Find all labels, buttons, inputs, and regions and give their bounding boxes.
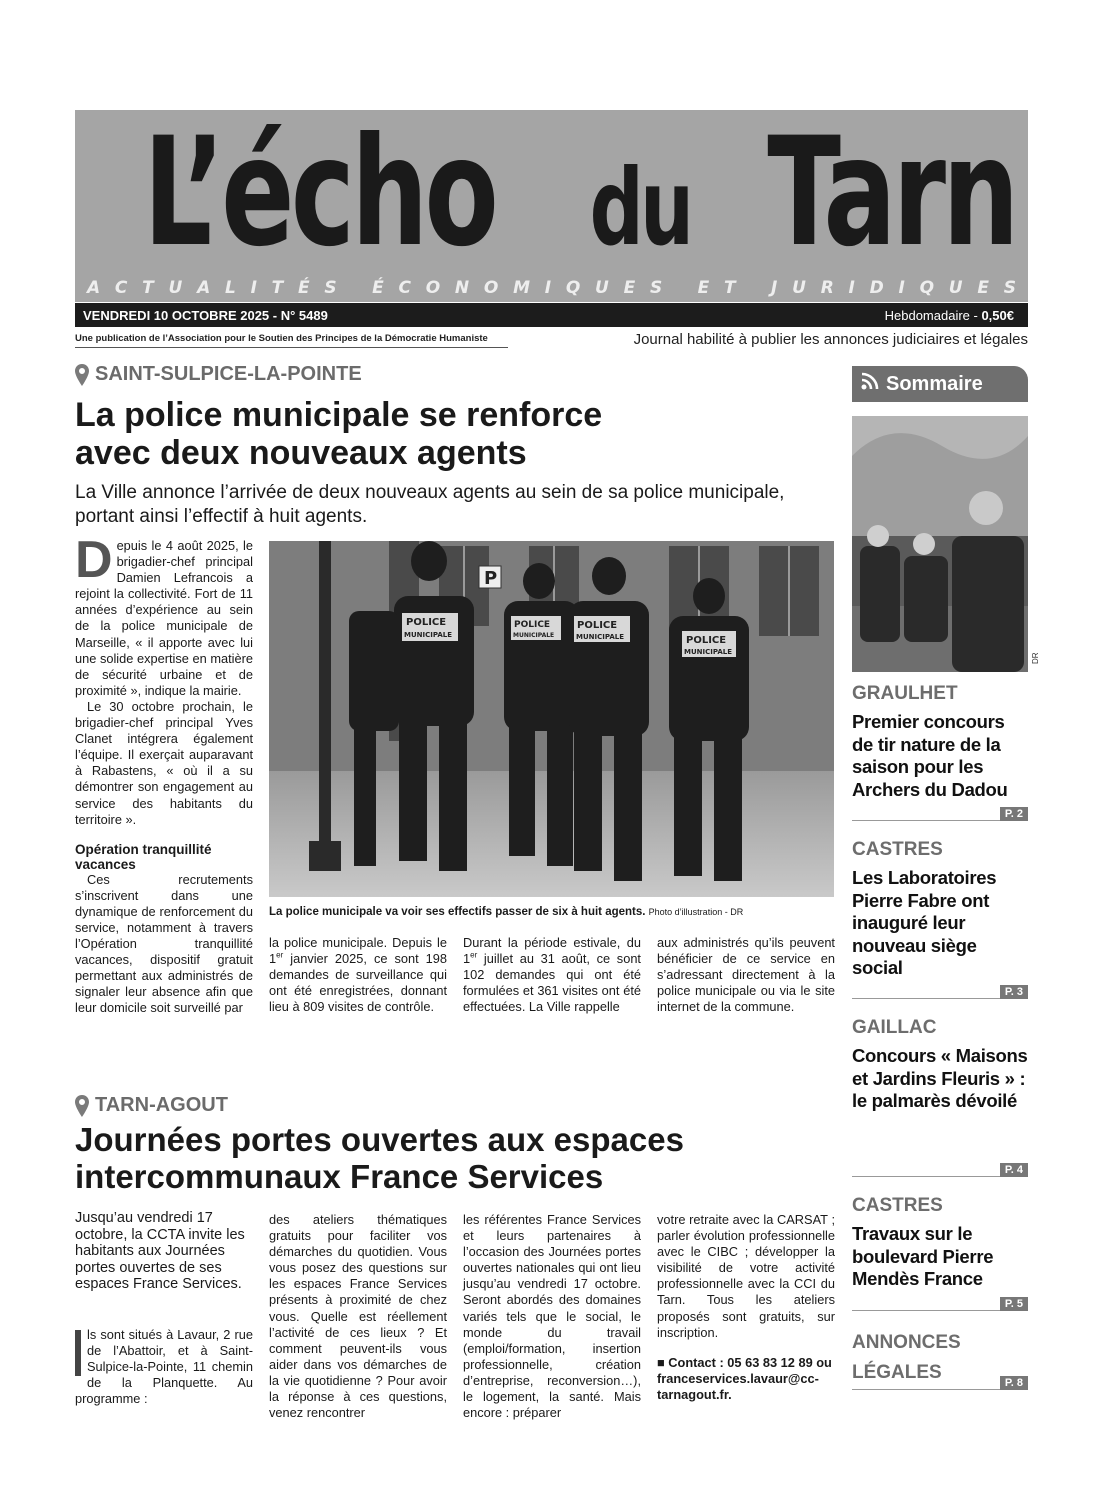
parking-sign: P [484, 568, 498, 589]
subtitle-letter: J [771, 278, 778, 298]
sidebar-item-castres-2[interactable] [852, 1195, 1028, 1291]
page-reference[interactable]: P. 4 [1000, 1163, 1028, 1177]
subtitle-letter: E [697, 278, 710, 298]
subtitle-letter [351, 278, 357, 298]
police-photo [269, 541, 834, 897]
subtitle-letter: A [87, 278, 101, 298]
article2-column-4 [657, 1212, 835, 1403]
subtitle-letter: D [869, 278, 884, 298]
subtitle-letter: É [372, 278, 384, 298]
sidebar-item-town: CASTRES [852, 839, 943, 860]
sidebar-item-title: Les Laboratoires Pierre Fabre ont inauguré leur nouveau siège social [852, 867, 997, 978]
sidebar-item-castres-1[interactable] [852, 839, 1028, 980]
article1-column-4 [657, 935, 835, 1015]
subtitle-letter: Q [919, 278, 935, 298]
subtitle-letter: O [425, 278, 441, 298]
page-reference[interactable]: P. 2 [1000, 807, 1028, 821]
sidebar-divider [852, 1297, 1028, 1311]
article1-col2-a: la police municipale. Depuis le 1 [269, 935, 447, 967]
article2-col4: votre retraite avec la CARSAT ; parler évolution professionnelle avec le CIBC ; développer la visibilité de votre activité professionnelle avec la CCI du Tarn. Tous les ateliers proposés sont gratuits, sur inscription. [657, 1212, 835, 1340]
subtitle-letter: Q [565, 278, 581, 298]
article1-column-2 [269, 935, 447, 1015]
sommaire-header[interactable] [852, 366, 1028, 402]
rss-icon [860, 371, 880, 397]
subtitle-letter: T [142, 278, 154, 298]
subtitle-letter: L [225, 278, 236, 298]
logo-title-du: du [589, 147, 690, 269]
subtitle-letter: O [483, 278, 499, 298]
subtitle-letter: I [848, 278, 855, 298]
article1-col3-sup: er [470, 950, 478, 960]
subtitle-letter: R [820, 278, 834, 298]
article1-column-3 [463, 935, 641, 1015]
article1-col3-a: Durant la période estivale, du 1 [463, 935, 641, 967]
location-pin-icon [75, 1095, 89, 1117]
newspaper-logo [75, 106, 1028, 280]
sidebar-item-town: CASTRES [852, 1195, 943, 1216]
sidebar-item-town: GRAULHET [852, 683, 958, 704]
sommaire-label: Sommaire [886, 372, 983, 395]
sidebar-divider [852, 1376, 1028, 1390]
article1-col2-sup: er [276, 950, 284, 960]
article2-paragraph-1: ls sont situés à Lavaur, 2 rue de l’Abattoir, et à Saint-Sulpice-la-Pointe, 11 chemin de la Planquette. Au programme : [75, 1327, 253, 1407]
price-info [885, 308, 1014, 323]
article2-contact[interactable]: ■ Contact : 05 63 83 12 89 ou franceservices.lavaur@cc-tarnagout.fr. [657, 1354, 832, 1402]
article1-headline [75, 396, 602, 473]
article2-column-1 [75, 1327, 253, 1407]
badge-municipale-4: MUNICIPALE [684, 648, 733, 656]
sidebar-divider [852, 807, 1028, 821]
article1-col3-b: juillet au 31 août, ce sont 102 demandes qui ont été formulées et 361 visites ont été effectuées. La Ville rappelle [463, 951, 641, 1015]
page-reference[interactable]: P. 8 [1000, 1376, 1028, 1390]
article1-paragraph-2: Le 30 octobre prochain, le brigadier-chef principal Yves Clanet intégrera également l’équipe. Il exerçait auparavant à Rabastens, « où il a su démontrer son engagement au service des habitants du territoire ». [75, 698, 253, 827]
date-bar [75, 303, 1028, 327]
subtitle-letter [750, 278, 756, 298]
sidebar-divider [852, 1163, 1028, 1177]
logo-title-tarn: Tarn [767, 106, 1017, 280]
subtitle-letter: A [197, 278, 211, 298]
subtitle-letter: C [114, 278, 128, 298]
article1-subhead: Opération tranquillité vacances [75, 841, 212, 872]
article1-dropcap: D [75, 531, 113, 589]
location-pin-icon [75, 364, 89, 386]
article2-headline [75, 1121, 684, 1196]
article1-kicker [75, 363, 362, 386]
article2-kicker-text: TARN-AGOUT [95, 1094, 228, 1116]
badge-municipale-1: MUNICIPALE [404, 631, 453, 639]
article1-headline-line1: La police municipale se renforce [75, 396, 603, 434]
article1-column-1 [75, 531, 253, 1017]
article1-paragraph-3: Ces recrutements s’inscrivent dans une dynamique de renforcement du service, notamment à travers l’Opération tranquillité vacances, dispositif gratuit permettant aux administrés de signaler leur absence afin que leur domicile soit surveillé par [75, 871, 253, 1016]
annonces-line2: LÉGALES [852, 1362, 942, 1383]
article1-paragraph-1: epuis le 4 août 2025, le brigadier-chef principal Damien Lefrancois a rejoint la collectivité. Fort de 11 années d’expérience au sein de la police municipale de Marseille, « il apporte avec lui une solide expertise en matière de sécurité urbaine et de proximité », indique la mairie. [75, 538, 253, 698]
sidebar-item-graulhet[interactable] [852, 683, 1028, 801]
subtitle-letter: E [977, 278, 989, 298]
sidebar-item-town: GAILLAC [852, 1017, 937, 1038]
subtitle-letter: T [724, 278, 736, 298]
sidebar-divider [852, 985, 1028, 999]
article1-kicker-text: SAINT-SULPICE-LA-POINTE [95, 363, 362, 385]
article1-headline-line2: avec deux nouveaux agents [75, 434, 527, 473]
subtitle-letter: C [398, 278, 411, 298]
subtitle-letter: M [513, 278, 530, 298]
article2-chapo: Jusqu’au vendredi 17 octobre, la CCTA invite les habitants aux Journées portes ouvertes de ses espaces France Services. [75, 1210, 245, 1292]
annonces-line1: ANNONCES [852, 1332, 961, 1353]
sidebar-item-gaillac[interactable] [852, 1017, 1028, 1113]
masthead [75, 106, 1028, 302]
article1-deck-line2: portant ainsi l’effectif à huit agents. [75, 506, 368, 528]
subtitle-letter: U [595, 278, 609, 298]
subtitle-letter: I [898, 278, 905, 298]
badge-municipale-2: MUNICIPALE [513, 632, 555, 639]
article2-headline-line1: Journées portes ouvertes aux espaces [75, 1121, 684, 1158]
subtitle-letter: S [1003, 278, 1016, 298]
subtitle-letter: I [544, 278, 552, 298]
article2-column-2 [269, 1212, 447, 1421]
article1-col2-b: janvier 2025, ce sont 198 demandes de surveillance qui ont été enregistrées, donnant lieu à 809 visites de contrôle. [269, 951, 447, 1015]
badge-police-3: POLICE [577, 620, 618, 631]
sidebar-item-title: Travaux sur le boulevard Pierre Mendès France [852, 1223, 994, 1289]
badge-police-4: POLICE [686, 635, 727, 646]
page-reference[interactable]: P. 5 [1000, 1297, 1028, 1311]
sidebar-photo [852, 416, 1028, 672]
subtitle-letter: I [250, 278, 257, 298]
article1-deck [75, 481, 784, 529]
article2-col2: des ateliers thématiques gratuits pour faciliter vos démarches du quotidien. Vous vous posez des questions sur les espaces France Services présents à proximité de chez vous. Quelle est réellement l’activité de ces lieux ? Et comment peuvent-ils vous aider dans vos démarches de la vie quotidienne ? Pour avoir la réponse à ces questions, venez rencontrer [269, 1212, 447, 1421]
article2-headline-line2: intercommunaux France Services [75, 1158, 604, 1196]
subtitle-letter: É [298, 278, 310, 298]
article2-col3: les référentes France Services et leurs partenaires à l’occasion des Journées portes ouvertes nationales qui ont lieu jusqu’au vendredi 17 octobre. Seront abordés des domaines variés tels que le social, le monde du travail (emploi/formation, insertion professionnelle, création d’entreprise, reconversion…), le logement, la santé. Mais encore : préparer [463, 1212, 641, 1421]
caption-credit: Photo d’illustration - DR [648, 907, 744, 917]
page-reference[interactable]: P. 3 [1000, 985, 1028, 999]
subtitle-letter: S [324, 278, 337, 298]
sidebar-item-title: Concours « Maisons et Jardins Fleuris » : le palmarès dévoilé [852, 1045, 1028, 1111]
article2-column-3 [463, 1212, 641, 1421]
subtitle-letter [677, 278, 683, 298]
publisher-line: Une publication de l’Association pour le Soutien des Principes de la Démocratie Humaniste [75, 333, 508, 348]
badge-police-2: POLICE [514, 620, 551, 630]
subtitle-letter: U [168, 278, 183, 298]
caption-text: La police municipale va voir ses effectifs passer de six à huit agents. [269, 906, 646, 918]
subtitle-letter: N [454, 278, 470, 298]
subtitle-letter: U [792, 278, 806, 298]
photo-caption [269, 906, 743, 918]
price: 0,50€ [981, 307, 1014, 323]
logo-title-main: L’écho [143, 106, 496, 280]
article2-kicker [75, 1094, 228, 1117]
date-issue: VENDREDI 10 OCTOBRE 2025 - N° 5489 [83, 307, 328, 323]
frequency: Hebdomadaire - [884, 307, 982, 323]
subtitle-letter: T [271, 278, 284, 298]
article1-col4: aux administrés qu’ils peuvent bénéficier de ce service en s’adressant directement à la police municipale ou via le site internet de la commune. [657, 935, 835, 1015]
subtitle-letter: E [623, 278, 636, 298]
sidebar-item-title: Premier concours de tir nature de la saison pour les Archers du Dadou [852, 711, 1008, 800]
badge-police-1: POLICE [406, 617, 447, 628]
article1-deck-line1: La Ville annonce l’arrivée de deux nouveaux agents au sein de sa police municipale, [75, 482, 785, 503]
article2-dropcap-bar [75, 1330, 81, 1376]
badge-municipale-3: MUNICIPALE [576, 633, 625, 641]
subtitle-letter: U [948, 278, 963, 298]
legal-notice-line: Journal habilité à publier les annonces judiciaires et légales [633, 331, 1028, 348]
masthead-subtitle [87, 278, 1016, 298]
sidebar-photo-credit: DR [1031, 652, 1040, 664]
subtitle-letter: S [649, 278, 663, 298]
